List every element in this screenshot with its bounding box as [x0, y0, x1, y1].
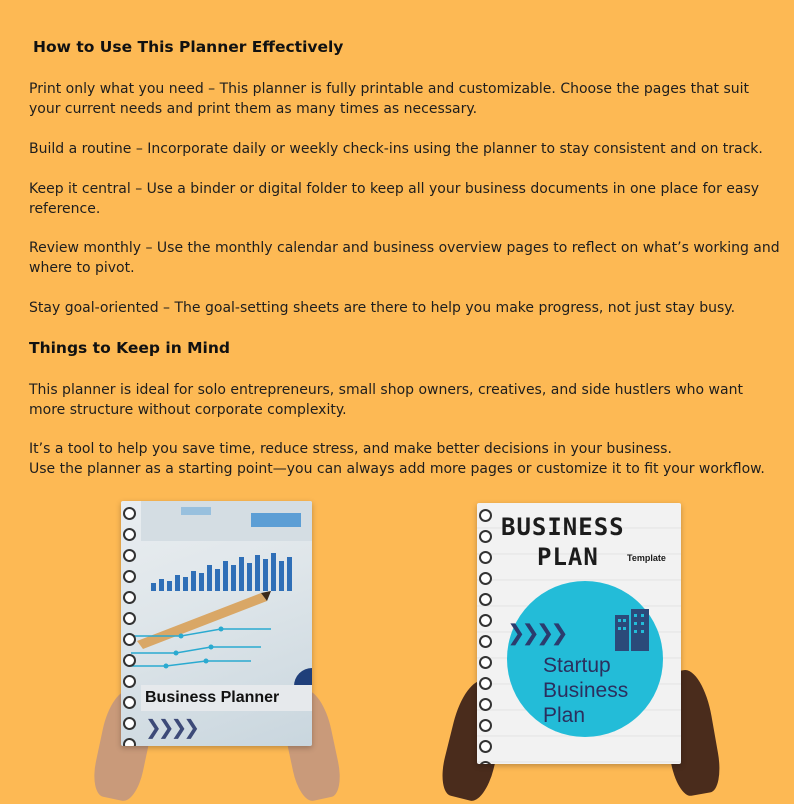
- chevron-arrows-icon: ❯❯❯❯: [507, 621, 565, 646]
- tip-paragraph: [29, 79, 789, 119]
- business-planner-book-image: [121, 501, 312, 746]
- tip-line: Review monthly – Use the monthly calendar and business overview pages to reflect on what’s working and: [29, 240, 780, 256]
- mind-paragraph: [29, 380, 789, 420]
- mind-line: This planner is ideal for solo entrepreneurs, small shop owners, creatives, and side hustlers who want: [29, 382, 743, 398]
- tip-paragraph: [29, 298, 789, 318]
- tip-paragraph: [29, 238, 789, 278]
- spiral-binding: [123, 507, 135, 746]
- startup-business-plan-text: [543, 653, 628, 728]
- tip-paragraph: [29, 139, 789, 159]
- spiral-binding: [479, 509, 491, 764]
- tip-line: Build a routine – Incorporate daily or weekly check-ins using the planner to stay consistent and on track.: [29, 141, 763, 157]
- section-heading-how-to-use: How to Use This Planner Effectively: [33, 38, 344, 56]
- tip-line: your current needs and print them as many times as necessary.: [29, 101, 478, 117]
- tip-line: Stay goal-oriented – The goal-setting sheets are there to help you make progress, not just stay busy.: [29, 300, 736, 316]
- tip-line: where to pivot.: [29, 260, 135, 276]
- chevron-arrows-icon: ❯❯❯❯: [145, 715, 197, 739]
- business-plan-template-book-image: [477, 503, 681, 764]
- section-heading-keep-in-mind: Things to Keep in Mind: [29, 339, 230, 357]
- mind-paragraph: [29, 439, 789, 479]
- circle-line: Plan: [543, 704, 586, 727]
- tip-line: Print only what you need – This planner is fully printable and customizable. Choose the pages that suit: [29, 81, 750, 97]
- plan-title: PLAN: [537, 543, 599, 571]
- business-title: BUSINESS: [501, 513, 625, 541]
- building-icon: [613, 609, 653, 651]
- circle-line: Startup: [543, 654, 611, 677]
- mind-line: Use the planner as a starting point—you can always add more pages or customize it to fit your workflow.: [29, 461, 765, 477]
- tip-line: Keep it central – Use a binder or digital folder to keep all your business documents in one place for easy: [29, 181, 760, 197]
- tip-paragraph: [29, 179, 789, 219]
- mind-line: It’s a tool to help you save time, reduce stress, and make better decisions in your business.: [29, 441, 672, 457]
- template-label: Template: [627, 553, 666, 563]
- circle-line: Business: [543, 679, 629, 702]
- business-planner-label: Business Planner: [141, 685, 312, 711]
- mind-line: more structure without corporate complexity.: [29, 402, 347, 418]
- tip-line: reference.: [29, 201, 101, 217]
